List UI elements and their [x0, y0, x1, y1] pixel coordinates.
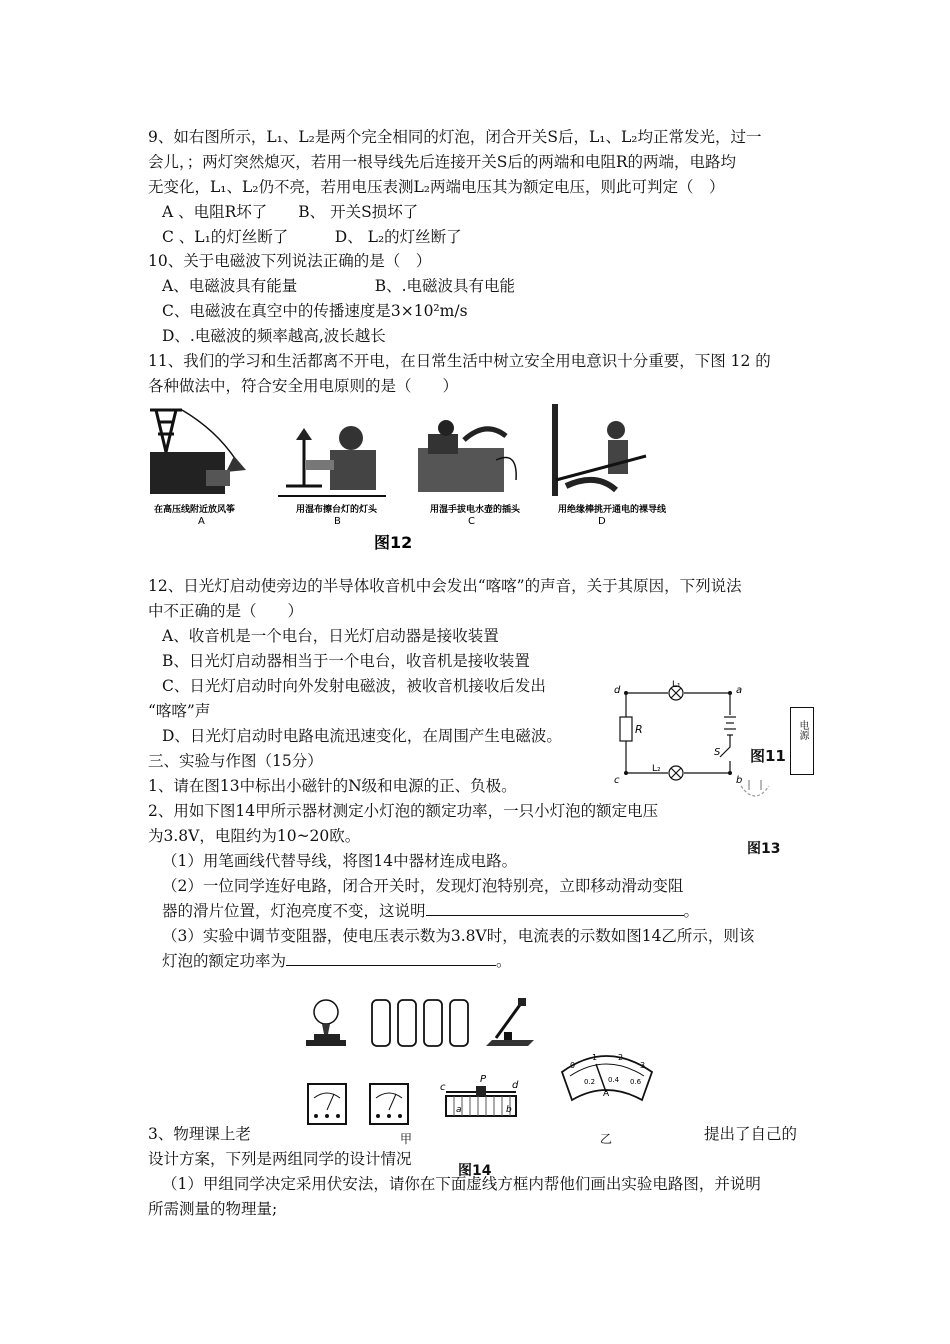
figure-13-label: 图13 [747, 841, 781, 857]
part3-period: 。 [496, 952, 512, 970]
q12-line1: 12、日光灯启动使旁边的半导体收音机中会发出“喀喀”的声音，关于其原因，下列说法 [148, 577, 742, 595]
q3-part1-line2: 所需测量的物理量; [148, 1200, 278, 1218]
sec3-q2-part3-line2 [162, 950, 512, 972]
node-c-label: c [614, 775, 620, 786]
figure-14-yi-label: 乙 [600, 1132, 613, 1146]
q3-line1-left: 3、物理课上老 [148, 1125, 251, 1143]
rheostat-d-label: d [512, 1080, 519, 1091]
dial-unit: A [603, 1089, 610, 1099]
sec3-q2-part2-line1: （2）一位同学连好电路，闭合开关时，发现灯泡特别亮，立即移动滑动变阻 [162, 877, 684, 895]
panel-b-caption: 用湿布擦台灯的灯头 [296, 505, 378, 515]
q12-option-c-line2: “喀喀”声 [148, 702, 211, 720]
sec3-q2-part2-line2 [162, 900, 699, 922]
rheostat-a-label: a [456, 1105, 462, 1115]
compass-needle-sketch [735, 776, 775, 804]
sec3-q1: 1、请在图13中标出小磁针的N级和电源的正、负极。 [148, 777, 517, 795]
part3-prompt: 灯泡的额定功率为 [162, 952, 287, 970]
part2-period: 。 [683, 902, 700, 920]
sec3-q2-line1: 2、用如下图14甲所示器材测定小灯泡的额定功率，一只小灯泡的额定电压 [148, 802, 659, 820]
panel-c-caption: 用湿手拔电水壶的插头 [430, 505, 521, 515]
sec3-q2-part1: （1）用笔画线代替导线，将图14中器材连成电路。 [162, 852, 518, 870]
q3-line1-right: 提出了自己的 [704, 1125, 798, 1143]
dial-scale-1: 1 [592, 1053, 598, 1062]
q10-option-d: D、.电磁波的频率越高,波长越长 [162, 327, 386, 345]
figure-12-label: 图12 [374, 533, 413, 552]
part2-answer-blank[interactable] [426, 900, 684, 916]
q12-option-b: B、日光灯启动器相当于一个电台，收音机是接收装置 [162, 652, 530, 670]
panel-a-illustration [150, 410, 246, 494]
voltmeter [308, 1084, 346, 1124]
power-source-label: 电源 [797, 720, 808, 740]
q12-option-d: D、日光灯启动时电路电流迅速变化，在周围产生电磁波。 [162, 727, 562, 745]
circuit-diagram [608, 675, 768, 790]
node-d-label: d [614, 685, 621, 696]
q9-line1: 9、如右图所示，L₁、L₂是两个完全相同的灯泡，闭合开关S后，L₁、L₂均正常发光，过一 [148, 128, 762, 146]
rheostat-b-label: b [506, 1105, 512, 1115]
node-b-label: b [736, 775, 743, 786]
q9-options-cd: C 、L₁的灯丝断了 D、 L₂的灯丝断了 [162, 228, 462, 246]
ammeter [370, 1084, 408, 1124]
q3-line2: 设计方案，下列是两组同学的设计情况 [148, 1150, 412, 1168]
panel-d-caption: 用绝缘棒挑开通电的裸导线 [558, 505, 666, 515]
bulb-on-stand [306, 1000, 346, 1046]
figure-14-label: 图14 [458, 1163, 492, 1179]
dial-scale-3: 3 [640, 1061, 646, 1070]
dial-fine-0.4: 0.4 [608, 1076, 620, 1084]
part3-answer-blank[interactable] [286, 950, 496, 966]
sec3-q2-line2: 为3.8V，电阻约为10~20欧。 [148, 827, 361, 845]
figure-11-label: 图11 [750, 747, 786, 765]
q10-stem: 10、关于电磁波下列说法正确的是（ ） [148, 252, 432, 270]
section-3-heading: 三、实验与作图（15分） [148, 752, 323, 770]
panel-c-illustration [418, 420, 516, 492]
switch-label: S [714, 747, 721, 758]
lamp-1-label: L₁ [672, 680, 681, 690]
node-a-label: a [736, 685, 743, 696]
knife-switch [486, 998, 534, 1046]
power-source-box [790, 707, 814, 775]
sec3-q2-part3-line1: （3）实验中调节变阻器，使电压表示数为3.8V时，电流表的示数如图14乙所示，则该 [162, 927, 755, 945]
q3-part1-line1: （1）甲组同学决定采用伏安法，请你在下面虚线方框内帮他们画出实验电路图，并说明 [162, 1175, 761, 1193]
figure-14 [296, 990, 676, 1135]
panel-d-letter: D [598, 516, 606, 527]
figure-12 [146, 400, 666, 560]
battery-cells [372, 1000, 468, 1046]
q11-line2: 各种做法中，符合安全用电原则的是（ ） [148, 377, 459, 395]
dial-fine-0.2: 0.2 [584, 1078, 596, 1086]
q9-line3: 无变化，L₁、L₂仍不亮，若用电压表测L₂两端电压其为额定电压，则此可判定（ ） [148, 178, 725, 196]
q12-line2: 中不正确的是（ ） [148, 602, 304, 620]
panel-a-caption: 在高压线附近放风筝 [154, 505, 236, 515]
resistor-label: R [635, 723, 643, 736]
q9-line2: 会儿，；两灯突然熄灭，若用一根导线先后连接开关S后的两端和电阻R的两端，电路均 [148, 153, 737, 171]
q10-options-ab: A、电磁波具有能量 B、.电磁波具有电能 [162, 277, 516, 295]
dial-scale-0: 0 [570, 1061, 576, 1070]
rheostat-p-label: P [480, 1074, 487, 1085]
panel-b-illustration [278, 426, 386, 496]
q9-options-ab: A 、电阻R坏了 B、 开关S损坏了 [162, 203, 419, 221]
lamp-2-label: L₂ [652, 764, 661, 774]
part2-prompt: 器的滑片位置，灯泡亮度不变，这说明 [162, 902, 426, 920]
dial-fine-0.6: 0.6 [630, 1078, 642, 1086]
panel-a-letter: A [198, 516, 205, 527]
q12-option-a: A、收音机是一个电台，日光灯启动器是接收装置 [162, 627, 499, 645]
q10-option-c: C、电磁波在真空中的传播速度是3×10²m/s [162, 302, 468, 320]
figure-14-jia-label: 甲 [400, 1132, 413, 1146]
q12-option-c-line1: C、日光灯启动时向外发射电磁波，被收音机接收后发出 [162, 677, 546, 695]
panel-d-illustration [552, 404, 646, 496]
rheostat-c-label: c [440, 1082, 446, 1093]
panel-b-letter: B [334, 516, 341, 527]
panel-c-letter: C [468, 516, 475, 527]
q11-line1: 11、我们的学习和生活都离不开电，在日常生活中树立安全用电意识十分重要，下图 12 的 [148, 352, 771, 370]
dial-scale-2: 2 [618, 1053, 624, 1062]
